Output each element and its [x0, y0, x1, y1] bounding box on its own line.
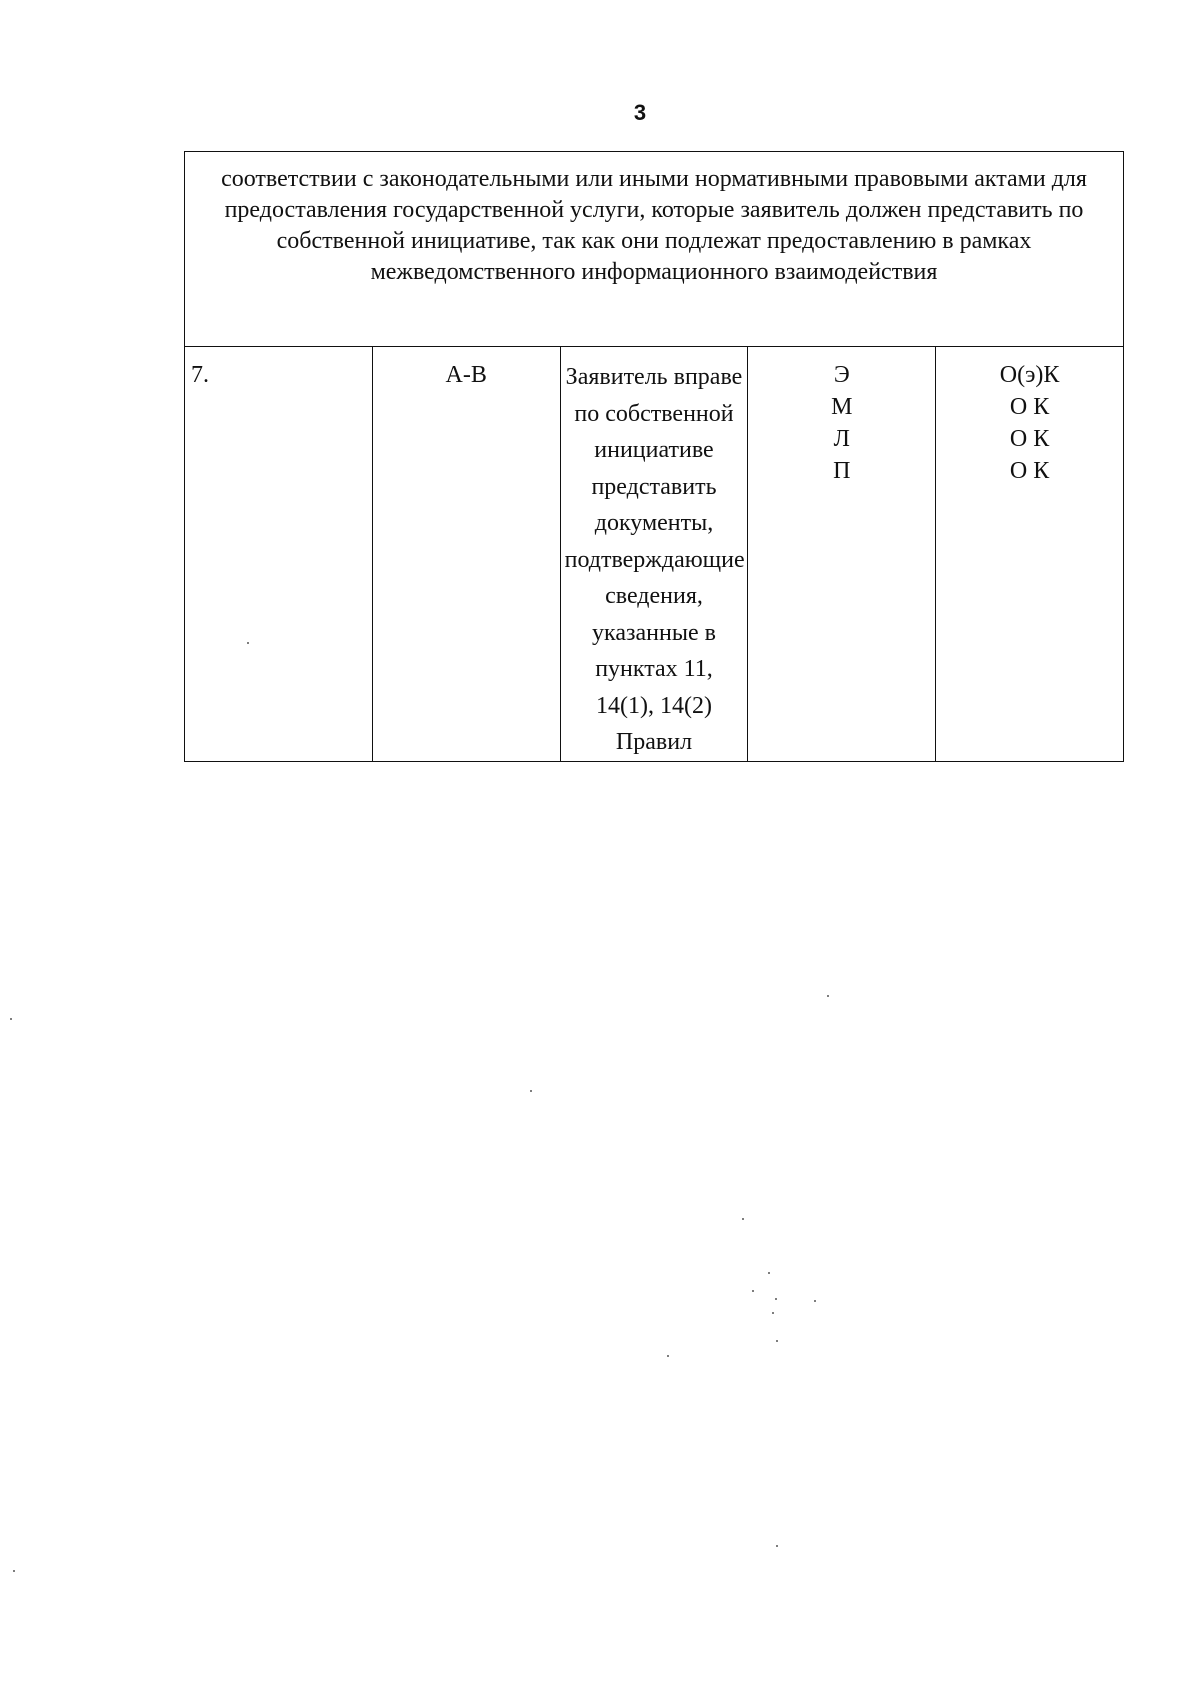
page-number: 3: [633, 100, 647, 125]
scan-speck: [776, 1545, 778, 1547]
document-table: [184, 151, 1124, 762]
result-item: О К: [1009, 426, 1050, 452]
scan-speck: [247, 642, 249, 644]
letter-item: Л: [833, 426, 850, 452]
letter-item: Э: [833, 362, 850, 388]
result-item: О(э)К: [999, 362, 1060, 388]
scan-speck: [772, 1312, 774, 1314]
row-description: Заявитель вправе по собственной инициативе представить документы, подтверждающие сведения, указанные в пунктах 11, 14(1), 14(2) Правил: [560, 347, 748, 762]
result-item: О К: [1009, 458, 1050, 484]
row-number: 7.: [185, 347, 373, 762]
scan-speck: [827, 995, 829, 997]
result-item: О К: [1009, 394, 1050, 420]
table-row: [185, 347, 1124, 762]
row-code: А-В: [372, 347, 560, 762]
letter-item: П: [833, 458, 851, 484]
scan-speck: [768, 1272, 770, 1274]
letter-item: М: [831, 394, 853, 420]
scan-speck: [775, 1298, 777, 1300]
row-results: [936, 347, 1124, 762]
table-header-text: соответствии с законодательными или иными нормативными правовыми актами для предоставления государственной услуги, которые заявитель должен представить по собственной инициативе, так как они подлежат предоставлению в рамках межведомственного информационного взаимодействия: [185, 152, 1124, 347]
scan-speck: [13, 1570, 15, 1572]
scan-speck: [10, 1018, 12, 1020]
scan-speck: [752, 1290, 754, 1292]
scan-speck: [742, 1218, 744, 1220]
scan-speck: [814, 1300, 816, 1302]
scan-speck: [530, 1090, 532, 1092]
row-letters: [748, 347, 936, 762]
scan-speck: [776, 1340, 778, 1342]
table-header-row: [185, 152, 1124, 347]
scan-speck: [667, 1355, 669, 1357]
